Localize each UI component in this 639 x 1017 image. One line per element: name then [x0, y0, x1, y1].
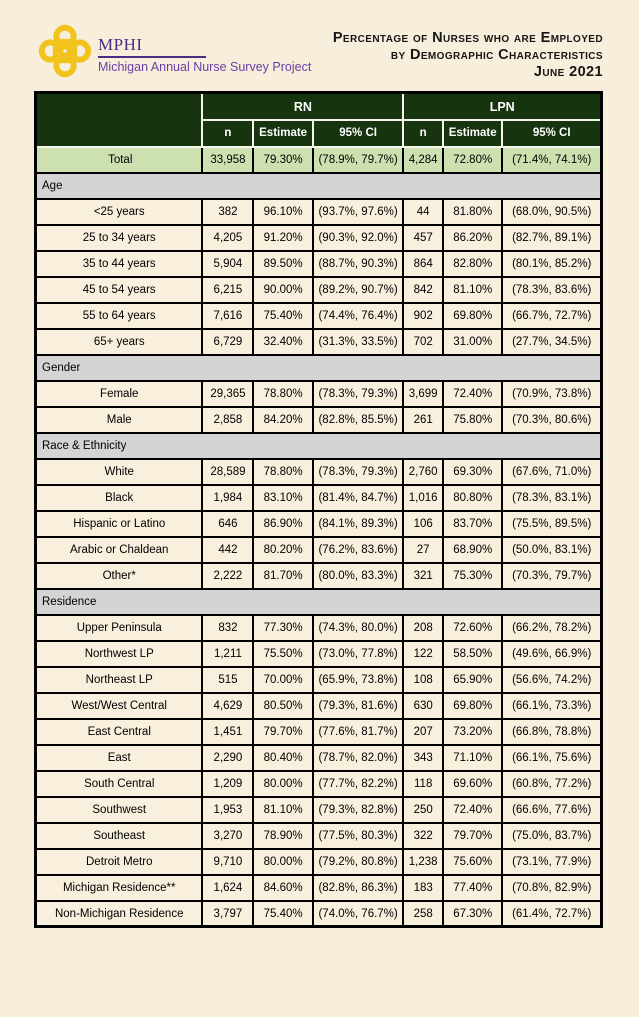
row-label-cell: Male — [36, 407, 203, 433]
rn-n-cell: 3,797 — [202, 901, 253, 927]
table-row — [36, 381, 602, 407]
rn-ci-cell: (82.8%, 85.5%) — [313, 407, 404, 433]
lpn-n-cell: 44 — [403, 199, 443, 225]
lpn-ci-cell: (78.3%, 83.6%) — [502, 277, 601, 303]
rn-ci-cell: (78.3%, 79.3%) — [313, 381, 404, 407]
rn-ci-cell: (78.9%, 79.7%) — [313, 147, 404, 173]
row-label-cell: 65+ years — [36, 329, 203, 355]
rn-n-cell: 6,215 — [202, 277, 253, 303]
lpn-ci-cell: (80.1%, 85.2%) — [502, 251, 601, 277]
rn-estimate-cell: 70.00% — [253, 667, 312, 693]
rn-estimate-cell: 75.50% — [253, 641, 312, 667]
lpn-n-cell: 1,238 — [403, 849, 443, 875]
rn-estimate-cell: 75.40% — [253, 901, 312, 927]
rn-ci-cell: (78.3%, 79.3%) — [313, 459, 404, 485]
lpn-n-cell: 457 — [403, 225, 443, 251]
lpn-n-cell: 902 — [403, 303, 443, 329]
row-label-cell: White — [36, 459, 203, 485]
rn-ci-cell: (80.0%, 83.3%) — [313, 563, 404, 589]
lpn-ci-cell: (66.1%, 75.6%) — [502, 745, 601, 771]
rn-n-cell: 1,451 — [202, 719, 253, 745]
rn-ci-cell: (84.1%, 89.3%) — [313, 511, 404, 537]
lpn-n-cell: 27 — [403, 537, 443, 563]
rn-estimate-cell: 96.10% — [253, 199, 312, 225]
lpn-estimate-cell: 80.80% — [443, 485, 502, 511]
rn-estimate-cell: 81.10% — [253, 797, 312, 823]
rn-n-cell: 29,365 — [202, 381, 253, 407]
title-line-3: June 2021 — [533, 64, 603, 81]
table-row — [36, 667, 602, 693]
lpn-n-cell: 343 — [403, 745, 443, 771]
row-label-cell: East Central — [36, 719, 203, 745]
rn-estimate-cell: 83.10% — [253, 485, 312, 511]
lpn-ci-cell: (67.6%, 71.0%) — [502, 459, 601, 485]
row-label-cell: Black — [36, 485, 203, 511]
rn-n-cell: 1,211 — [202, 641, 253, 667]
lpn-n-cell: 183 — [403, 875, 443, 901]
lpn-ci-cell: (73.1%, 77.9%) — [502, 849, 601, 875]
table-row — [36, 485, 602, 511]
row-label-cell: South Central — [36, 771, 203, 797]
lpn-ci-cell: (70.8%, 82.9%) — [502, 875, 601, 901]
table-row — [36, 277, 602, 303]
project-tagline: Michigan Annual Nurse Survey Project — [98, 59, 312, 74]
lpn-ci-cell: (27.7%, 34.5%) — [502, 329, 601, 355]
lpn-estimate-cell: 77.40% — [443, 875, 502, 901]
rn-estimate-cell: 91.20% — [253, 225, 312, 251]
lpn-ci-cell: (50.0%, 83.1%) — [502, 537, 601, 563]
lpn-n-cell: 208 — [403, 615, 443, 641]
table-row — [36, 537, 602, 563]
rn-ci-header: 95% CI — [313, 120, 404, 147]
rn-estimate-cell: 80.40% — [253, 745, 312, 771]
row-label-cell: Other* — [36, 563, 203, 589]
lpn-ci-cell: (71.4%, 74.1%) — [502, 147, 601, 173]
lpn-ci-cell: (66.8%, 78.8%) — [502, 719, 601, 745]
lpn-ci-cell: (70.3%, 79.7%) — [502, 563, 601, 589]
table-row — [36, 303, 602, 329]
lpn-n-cell: 106 — [403, 511, 443, 537]
rn-n-cell: 442 — [202, 537, 253, 563]
table-row — [36, 615, 602, 641]
lpn-estimate-cell: 69.60% — [443, 771, 502, 797]
lpn-ci-cell: (66.6%, 77.6%) — [502, 797, 601, 823]
rn-ci-cell: (93.7%, 97.6%) — [313, 199, 404, 225]
table-row — [36, 199, 602, 225]
row-label-cell: Hispanic or Latino — [36, 511, 203, 537]
rn-n-cell: 1,953 — [202, 797, 253, 823]
rn-ci-cell: (31.3%, 33.5%) — [313, 329, 404, 355]
lpn-ci-cell: (70.3%, 80.6%) — [502, 407, 601, 433]
rn-ci-cell: (73.0%, 77.8%) — [313, 641, 404, 667]
rn-estimate-cell: 84.20% — [253, 407, 312, 433]
lpn-n-cell: 2,760 — [403, 459, 443, 485]
rn-estimate-cell: 89.50% — [253, 251, 312, 277]
row-label-cell: Michigan Residence** — [36, 875, 203, 901]
row-label-cell: 45 to 54 years — [36, 277, 203, 303]
section-name-cell: Age — [36, 173, 602, 199]
rn-ci-cell: (65.9%, 73.8%) — [313, 667, 404, 693]
table-row — [36, 459, 602, 485]
lpn-n-cell: 258 — [403, 901, 443, 927]
corner-cell — [36, 93, 203, 147]
rn-ci-cell: (76.2%, 83.6%) — [313, 537, 404, 563]
row-label-cell: East — [36, 745, 203, 771]
lpn-estimate-cell: 83.70% — [443, 511, 502, 537]
table-row — [36, 225, 602, 251]
lpn-estimate-cell: 72.60% — [443, 615, 502, 641]
lpn-estimate-cell: 69.80% — [443, 693, 502, 719]
rn-estimate-cell: 78.80% — [253, 459, 312, 485]
row-label-cell: Total — [36, 147, 203, 173]
table-row — [36, 329, 602, 355]
row-label-cell: Female — [36, 381, 203, 407]
lpn-estimate-cell: 82.80% — [443, 251, 502, 277]
rn-n-cell: 2,222 — [202, 563, 253, 589]
rn-n-header: n — [202, 120, 253, 147]
lpn-ci-cell: (66.1%, 73.3%) — [502, 693, 601, 719]
rn-estimate-cell: 81.70% — [253, 563, 312, 589]
org-name: MPHI — [98, 35, 206, 58]
table-row — [36, 407, 602, 433]
lpn-estimate-cell: 86.20% — [443, 225, 502, 251]
row-label-cell: Southeast — [36, 823, 203, 849]
rn-n-cell: 832 — [202, 615, 253, 641]
table-row — [36, 901, 602, 927]
rn-ci-cell: (90.3%, 92.0%) — [313, 225, 404, 251]
rn-ci-cell: (74.4%, 76.4%) — [313, 303, 404, 329]
rn-n-cell: 5,904 — [202, 251, 253, 277]
rn-estimate-cell: 80.00% — [253, 849, 312, 875]
rn-ci-cell: (77.7%, 82.2%) — [313, 771, 404, 797]
lpn-ci-cell: (60.8%, 77.2%) — [502, 771, 601, 797]
rn-ci-cell: (79.3%, 82.8%) — [313, 797, 404, 823]
table-row — [36, 563, 602, 589]
rn-group-header: RN — [202, 93, 403, 120]
lpn-estimate-cell: 81.10% — [443, 277, 502, 303]
total-row — [36, 147, 602, 173]
lpn-estimate-cell: 81.80% — [443, 199, 502, 225]
rn-n-cell: 2,290 — [202, 745, 253, 771]
table-row — [36, 511, 602, 537]
lpn-estimate-cell: 75.80% — [443, 407, 502, 433]
page-title — [333, 24, 603, 81]
lpn-ci-header: 95% CI — [502, 120, 601, 147]
rn-ci-cell: (89.2%, 90.7%) — [313, 277, 404, 303]
lpn-n-cell: 4,284 — [403, 147, 443, 173]
lpn-estimate-cell: 79.70% — [443, 823, 502, 849]
lpn-estimate-header: Estimate — [443, 120, 502, 147]
lpn-n-cell: 322 — [403, 823, 443, 849]
rn-n-cell: 382 — [202, 199, 253, 225]
rn-n-cell: 1,624 — [202, 875, 253, 901]
lpn-estimate-cell: 73.20% — [443, 719, 502, 745]
rn-ci-cell: (74.3%, 80.0%) — [313, 615, 404, 641]
rn-estimate-cell: 79.30% — [253, 147, 312, 173]
lpn-n-cell: 630 — [403, 693, 443, 719]
rn-ci-cell: (77.6%, 81.7%) — [313, 719, 404, 745]
lpn-ci-cell: (70.9%, 73.8%) — [502, 381, 601, 407]
rn-n-cell: 6,729 — [202, 329, 253, 355]
rn-ci-cell: (81.4%, 84.7%) — [313, 485, 404, 511]
lpn-ci-cell: (75.0%, 83.7%) — [502, 823, 601, 849]
row-label-cell: West/West Central — [36, 693, 203, 719]
lpn-ci-cell: (68.0%, 90.5%) — [502, 199, 601, 225]
lpn-ci-cell: (56.6%, 74.2%) — [502, 667, 601, 693]
rn-n-cell: 9,710 — [202, 849, 253, 875]
lpn-estimate-cell: 31.00% — [443, 329, 502, 355]
lpn-estimate-cell: 69.30% — [443, 459, 502, 485]
lpn-estimate-cell: 71.10% — [443, 745, 502, 771]
row-label-cell: Northwest LP — [36, 641, 203, 667]
lpn-estimate-cell: 58.50% — [443, 641, 502, 667]
table-row — [36, 719, 602, 745]
rn-n-cell: 28,589 — [202, 459, 253, 485]
lpn-n-cell: 122 — [403, 641, 443, 667]
lpn-ci-cell: (49.6%, 66.9%) — [502, 641, 601, 667]
section-name-cell: Gender — [36, 355, 602, 381]
lpn-estimate-cell: 72.40% — [443, 381, 502, 407]
row-label-cell: Non-Michigan Residence — [36, 901, 203, 927]
lpn-estimate-cell: 75.30% — [443, 563, 502, 589]
masthead — [34, 20, 603, 81]
lpn-n-cell: 864 — [403, 251, 443, 277]
title-line-1: Percentage of Nurses who are Employed — [332, 30, 603, 46]
table-row — [36, 849, 602, 875]
mphi-brand — [34, 24, 311, 78]
rn-n-cell: 33,958 — [202, 147, 253, 173]
lpn-estimate-cell: 72.40% — [443, 797, 502, 823]
table-row — [36, 641, 602, 667]
row-label-cell: Arabic or Chaldean — [36, 537, 203, 563]
section-header-row — [36, 589, 602, 615]
table-row — [36, 875, 602, 901]
rn-estimate-cell: 80.00% — [253, 771, 312, 797]
lpn-n-cell: 108 — [403, 667, 443, 693]
lpn-ci-cell: (66.7%, 72.7%) — [502, 303, 601, 329]
rn-n-cell: 2,858 — [202, 407, 253, 433]
rn-n-cell: 1,209 — [202, 771, 253, 797]
rn-estimate-cell: 84.60% — [253, 875, 312, 901]
table-row — [36, 797, 602, 823]
lpn-n-cell: 118 — [403, 771, 443, 797]
table-row — [36, 693, 602, 719]
brand-text — [98, 35, 311, 74]
lpn-n-header: n — [403, 120, 443, 147]
rn-n-cell: 646 — [202, 511, 253, 537]
lpn-n-cell: 1,016 — [403, 485, 443, 511]
lpn-estimate-cell: 75.60% — [443, 849, 502, 875]
rn-estimate-cell: 78.80% — [253, 381, 312, 407]
rn-ci-cell: (82.8%, 86.3%) — [313, 875, 404, 901]
row-label-cell: <25 years — [36, 199, 203, 225]
rn-n-cell: 4,629 — [202, 693, 253, 719]
rn-estimate-cell: 80.50% — [253, 693, 312, 719]
row-label-cell: 25 to 34 years — [36, 225, 203, 251]
lpn-estimate-cell: 72.80% — [443, 147, 502, 173]
section-header-row — [36, 355, 602, 381]
rn-estimate-cell: 86.90% — [253, 511, 312, 537]
table-row — [36, 771, 602, 797]
rn-n-cell: 3,270 — [202, 823, 253, 849]
section-header-row — [36, 173, 602, 199]
rn-n-cell: 1,984 — [202, 485, 253, 511]
rn-estimate-cell: 32.40% — [253, 329, 312, 355]
table-row — [36, 823, 602, 849]
table-row — [36, 745, 602, 771]
lpn-estimate-cell: 68.90% — [443, 537, 502, 563]
title-line-2: by Demographic Characteristics — [390, 47, 603, 64]
lpn-n-cell: 3,699 — [403, 381, 443, 407]
lpn-n-cell: 250 — [403, 797, 443, 823]
lpn-ci-cell: (78.3%, 83.1%) — [502, 485, 601, 511]
rn-ci-cell: (78.7%, 82.0%) — [313, 745, 404, 771]
section-header-row — [36, 433, 602, 459]
row-label-cell: Detroit Metro — [36, 849, 203, 875]
rn-ci-cell: (79.2%, 80.8%) — [313, 849, 404, 875]
row-label-cell: 35 to 44 years — [36, 251, 203, 277]
lpn-group-header: LPN — [403, 93, 601, 120]
rn-estimate-cell: 80.20% — [253, 537, 312, 563]
table-row — [36, 251, 602, 277]
lpn-ci-cell: (66.2%, 78.2%) — [502, 615, 601, 641]
lpn-ci-cell: (61.4%, 72.7%) — [502, 901, 601, 927]
rn-n-cell: 4,205 — [202, 225, 253, 251]
rn-ci-cell: (79.3%, 81.6%) — [313, 693, 404, 719]
employment-statistics-table — [34, 91, 603, 928]
row-label-cell: 55 to 64 years — [36, 303, 203, 329]
row-label-cell: Northeast LP — [36, 667, 203, 693]
lpn-n-cell: 842 — [403, 277, 443, 303]
lpn-n-cell: 261 — [403, 407, 443, 433]
rn-estimate-cell: 78.90% — [253, 823, 312, 849]
rn-n-cell: 515 — [202, 667, 253, 693]
lpn-ci-cell: (75.5%, 89.5%) — [502, 511, 601, 537]
lpn-n-cell: 702 — [403, 329, 443, 355]
rn-ci-cell: (88.7%, 90.3%) — [313, 251, 404, 277]
rn-n-cell: 7,616 — [202, 303, 253, 329]
rn-estimate-cell: 77.30% — [253, 615, 312, 641]
rn-ci-cell: (77.5%, 80.3%) — [313, 823, 404, 849]
row-label-cell: Southwest — [36, 797, 203, 823]
rn-estimate-cell: 75.40% — [253, 303, 312, 329]
rn-estimate-cell: 90.00% — [253, 277, 312, 303]
lpn-estimate-cell: 65.90% — [443, 667, 502, 693]
lpn-n-cell: 321 — [403, 563, 443, 589]
lpn-estimate-cell: 67.30% — [443, 901, 502, 927]
section-name-cell: Residence — [36, 589, 602, 615]
rn-estimate-header: Estimate — [253, 120, 312, 147]
lpn-estimate-cell: 69.80% — [443, 303, 502, 329]
rn-estimate-cell: 79.70% — [253, 719, 312, 745]
lpn-n-cell: 207 — [403, 719, 443, 745]
row-label-cell: Upper Peninsula — [36, 615, 203, 641]
lpn-ci-cell: (82.7%, 89.1%) — [502, 225, 601, 251]
section-name-cell: Race & Ethnicity — [36, 433, 602, 459]
group-header-row — [36, 93, 602, 120]
mphi-knot-logo-icon — [36, 24, 94, 78]
rn-ci-cell: (74.0%, 76.7%) — [313, 901, 404, 927]
